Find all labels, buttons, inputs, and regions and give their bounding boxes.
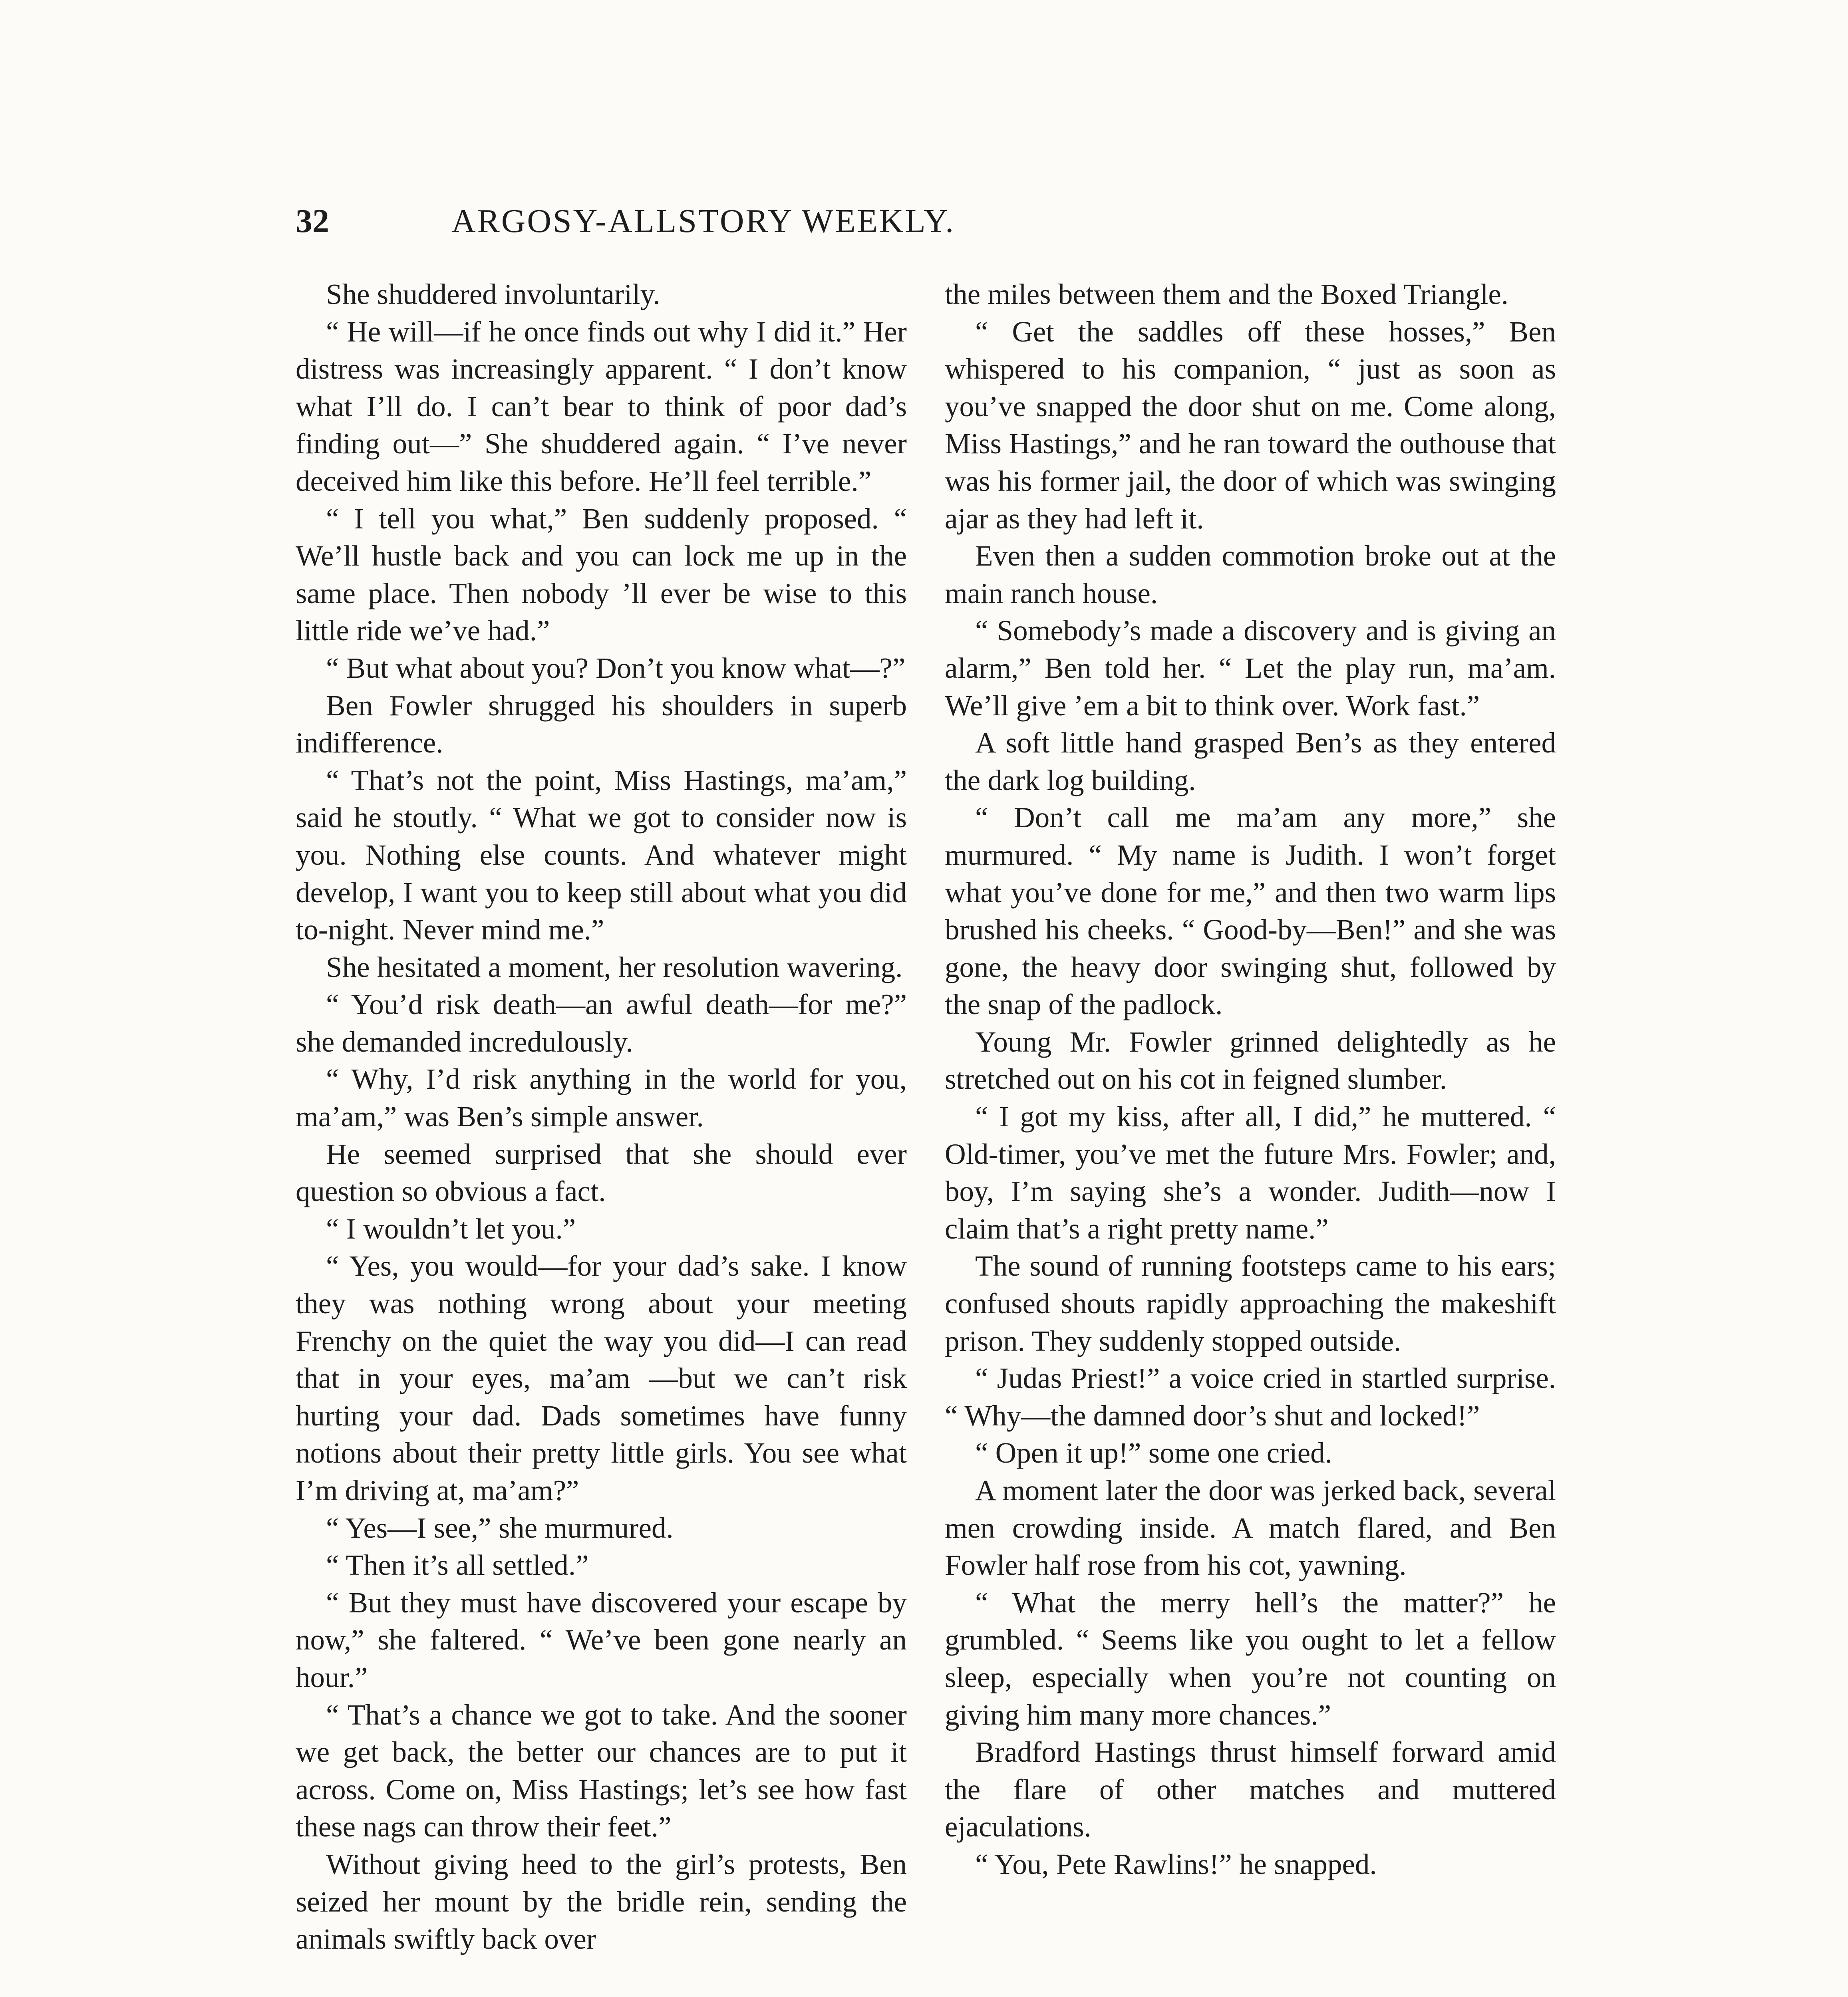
paragraph: She hesitated a moment, her resolution wavering.	[326, 951, 903, 983]
paragraph: Bradford Hastings thrust himself forward amid the flare of other matches and muttered ejaculations.	[945, 1736, 1556, 1843]
paragraph: The sound of running footsteps came to his ears; confused shouts rapidly approaching the makeshift prison. They suddenly stopped outside.	[945, 1250, 1556, 1357]
paragraph: “ Judas Priest!” a voice cried in startled surprise. “ Why—the damned door’s shut and locked!”	[945, 1362, 1556, 1432]
paragraph: “ I tell you what,” Ben suddenly proposed. “ We’ll hustle back and you can lock me up in the same place. Then nobody ’ll ever be wise to this little ride we’ve had.”	[296, 502, 907, 647]
paragraph: Even then a sudden commotion broke out at the main ranch house.	[945, 540, 1556, 609]
paragraph: He seemed surprised that she should ever question so obvious a fact.	[296, 1137, 907, 1208]
paragraph: “ Get the saddles off these hosses,” Ben whispered to his companion, “ just as soon as you’ve snapped the door shut on me. Come along, Miss Hastings,” and he ran toward the outhouse that was his former jail, the door of which was swinging ajar as they had left it.	[945, 315, 1556, 535]
paragraph: She shuddered involuntarily.	[326, 278, 660, 310]
paragraph: Ben Fowler shrugged his shoulders in superb indifference.	[296, 689, 907, 759]
paragraph: “ But what about you? Don’t you know what—?”	[326, 651, 906, 684]
paragraph: “ Then it’s all settled.”	[326, 1549, 589, 1582]
paragraph: “ Open it up!” some one cried.	[975, 1437, 1332, 1469]
left-column	[296, 276, 907, 1958]
paragraph: “ Yes—I see,” she murmured.	[326, 1511, 674, 1544]
paragraph: “ Yes, you would—for your dad’s sake. I know they was nothing wrong about your meeting Frenchy on the quiet the way you did—I can read that in your eyes, ma’am —but we can’t risk hurting your dad. Dads sometimes have funny notions about their pretty little girls. You see what I’m driving at, ma’am?”	[296, 1250, 907, 1507]
paragraph: “ Somebody’s made a discovery and is giving an alarm,” Ben told her. “ Let the play run, ma’am. We’ll give ’em a bit to think over. Work fast.”	[945, 614, 1556, 722]
paragraph: “ That’s not the point, Miss Hastings, ma’am,” said he stoutly. “ What we got to consider now is you. Nothing else counts. And whatever might develop, I want you to keep still about what you did to-night. Never mind me.”	[296, 764, 907, 946]
paragraph: “ What the merry hell’s the matter?” he grumbled. “ Seems like you ought to let a fellow sleep, especially when you’re not counting on giving him many more chances.”	[945, 1586, 1556, 1731]
paragraph: “ That’s a chance we got to take. And the sooner we get back, the better our chances are to put it across. Come on, Miss Hastings; let’s see how fast these nags can throw their feet.”	[296, 1698, 907, 1843]
paragraph: “ But they must have discovered your escape by now,” she faltered. “ We’ve been gone nearly an hour.”	[296, 1586, 907, 1693]
right-column	[945, 276, 1556, 1883]
paragraph: “ Why, I’d risk anything in the world for you, ma’am,” was Ben’s simple answer.	[296, 1063, 907, 1133]
paragraph: “ I wouldn’t let you.”	[326, 1212, 576, 1245]
page-number: 32	[296, 202, 329, 240]
running-head: ARGOSY-ALLSTORY WEEKLY.	[451, 202, 956, 240]
paragraph-continued: the miles between them and the Boxed Triangle.	[945, 278, 1509, 310]
paragraph: “ You’d risk death—an awful death—for me?” she demanded incredulously.	[296, 988, 907, 1058]
paragraph: “ I got my kiss, after all, I did,” he muttered. “ Old-timer, you’ve met the future Mrs. Fowler; and, boy, I’m saying she’s a wonder. Judith—now I claim that’s a right pretty name.”	[945, 1100, 1556, 1245]
paragraph: A soft little hand grasped Ben’s as they entered the dark log building.	[945, 727, 1556, 796]
paragraph: “ Don’t call me ma’am any more,” she murmured. “ My name is Judith. I won’t forget what you’ve done for me,” and then two warm lips brushed his cheeks. “ Good-by—Ben!” and she was gone, the heavy door swinging shut, followed by the snap of the padlock.	[945, 801, 1556, 1021]
paragraph: “ You, Pete Rawlins!” he snapped.	[975, 1848, 1377, 1880]
paragraph: A moment later the door was jerked back, several men crowding inside. A match flared, and Ben Fowler half rose from his cot, yawning.	[945, 1474, 1556, 1582]
paragraph: Young Mr. Fowler grinned delightedly as he stretched out on his cot in feigned slumber.	[945, 1025, 1556, 1096]
paragraph: “ He will—if he once finds out why I did it.” Her distress was increasingly apparent. “ I don’t know what I’ll do. I can’t bear to think of poor dad’s finding out—” She shuddered again. “ I’ve never deceived him like this before. He’ll feel terrible.”	[296, 315, 907, 497]
page-header	[296, 202, 1210, 254]
paragraph: Without giving heed to the girl’s protests, Ben seized her mount by the bridle rein, sending the animals swiftly back over	[296, 1848, 907, 1955]
